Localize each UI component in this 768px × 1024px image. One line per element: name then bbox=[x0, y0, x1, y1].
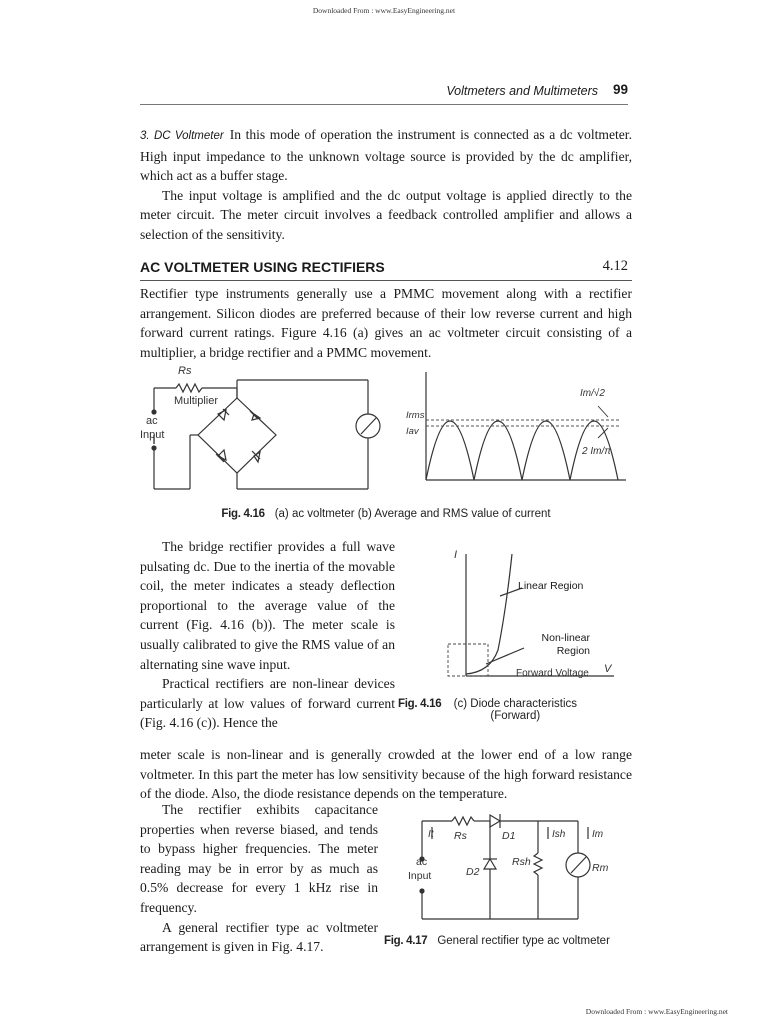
download-banner-bottom: Downloaded From : www.EasyEngineering.net bbox=[585, 1007, 728, 1016]
dc-para-2: The input voltage is amplified and the dc output voltage is applied directly to the meter circuit. The meter circuit involves a feedback controlled amplifier and allows a selection of the sensitivity. bbox=[140, 187, 632, 242]
capacitance-para-1: The rectifier exhibits capacitance properties when reverse biased, and tends to bypass higher frequencies. The meter reading may be in error by as much as 0.5% decrease for every 1 kHz rise in frequency. bbox=[140, 802, 378, 915]
fig-4-16c-caption-num: Fig. 4.16 bbox=[398, 698, 442, 710]
fig-4-17-caption-text: General rectifier type ac voltmeter bbox=[437, 935, 610, 947]
bridge-rectifier-text bbox=[140, 537, 395, 733]
section-heading bbox=[140, 258, 632, 281]
label-2im-pi: 2 Im/π bbox=[582, 446, 611, 457]
running-title: Voltmeters and Multimeters bbox=[446, 84, 598, 98]
label-i: I bbox=[454, 549, 458, 561]
label-d1: D1 bbox=[502, 830, 516, 842]
fig-4-17-circuit bbox=[400, 803, 632, 933]
label-linear-region: Linear Region bbox=[518, 580, 584, 592]
fig-4-16c-caption-text: (c) Diode characteristics (Forward) bbox=[453, 698, 577, 722]
section-number: 4.12 bbox=[602, 258, 628, 274]
label-ac: ac bbox=[146, 415, 158, 427]
label-v: V bbox=[604, 663, 612, 675]
label-it: It bbox=[428, 829, 434, 840]
label-d2: D2 bbox=[466, 866, 480, 878]
bridge-continuation bbox=[140, 745, 632, 804]
download-banner-top: Downloaded From : www.EasyEngineering.net bbox=[312, 6, 456, 15]
label-im: Im bbox=[592, 829, 604, 840]
capacitance-para-2: A general rectifier type ac voltmeter arrangement is given in Fig. 4.17. bbox=[140, 919, 378, 955]
label-iav: Iav bbox=[406, 426, 419, 437]
dc-voltmeter-lead: 3. DC Voltmeter bbox=[140, 130, 224, 142]
capacitance-text bbox=[140, 800, 378, 957]
bridge-para-2: Practical rectifiers are non-linear devices particularly at low values of forward current (Fig. 4.16 (c)). Hence the bbox=[140, 676, 395, 731]
label-im-sqrt2: Im/√2 bbox=[580, 388, 605, 399]
label-multiplier: Multiplier bbox=[174, 395, 219, 407]
fig-4-16c-diode-curve bbox=[418, 540, 618, 688]
label-forward-voltage: Forward Voltage bbox=[516, 668, 589, 679]
fig-4-17-caption-num: Fig. 4.17 bbox=[384, 935, 428, 947]
bridge-para-1: The bridge rectifier provides a full wave pulsating dc. Due to the inertia of the movable coil, the meter indicates a steady deflection proportional to the average value of the current (Fig. 4.16 (b)). The meter scale is usually calibrated to give the RMS value of an alternating sine wave input. bbox=[140, 539, 395, 672]
fig-4-16ab-caption bbox=[140, 508, 632, 520]
label-rm: Rm bbox=[592, 862, 609, 874]
label-rsh: Rsh bbox=[512, 856, 531, 868]
label-ish: Ish bbox=[552, 829, 566, 840]
label-irms: Irms bbox=[406, 410, 425, 421]
label-ac-17: ac bbox=[416, 856, 428, 868]
section-intro bbox=[140, 284, 632, 362]
label-input-17: Input bbox=[408, 870, 432, 882]
fig-4-16b-waveform bbox=[402, 368, 632, 496]
label-nonlinear-region: Non-linear Region bbox=[541, 632, 590, 657]
bridge-para-2-cont: meter scale is non-linear and is generally crowded at the lower end of a low range voltmeter. In this part the meter has low sensitivity because of the high forward resistance of the diode. Also, the diode resistance depends on the temperature. bbox=[140, 747, 632, 802]
fig-4-16c-caption bbox=[398, 698, 632, 722]
running-header bbox=[140, 82, 628, 105]
fig-4-17-caption bbox=[384, 935, 634, 947]
fig-4-16ab-caption-num: Fig. 4.16 bbox=[221, 508, 265, 520]
label-rs-17: Rs bbox=[454, 830, 467, 842]
page-number: 99 bbox=[612, 82, 628, 97]
label-input: Input bbox=[140, 429, 165, 441]
fig-4-16ab-caption-text: (a) ac voltmeter (b) Average and RMS value of current bbox=[274, 508, 551, 520]
dc-para-1: In this mode of operation the instrument is connected as a dc voltmeter. High input impedance to the unknown voltage source is provided by the dc amplifier, which act as a buffer stage. bbox=[140, 127, 632, 184]
section-title: AC VOLTMETER USING RECTIFIERS bbox=[140, 259, 385, 275]
dc-voltmeter-text bbox=[140, 125, 632, 245]
section-intro-para: Rectifier type instruments generally use a PMMC movement along with a rectifier arrangement. Silicon diodes are preferred because of their low reverse current and high forward current ratings. Figure 4.16 (a) gives an ac voltmeter circuit consisting of a multiplier, a bridge rectifier and a PMMC movement. bbox=[140, 286, 632, 360]
fig-4-16a-circuit bbox=[140, 362, 390, 497]
label-rs: Rs bbox=[178, 365, 192, 377]
